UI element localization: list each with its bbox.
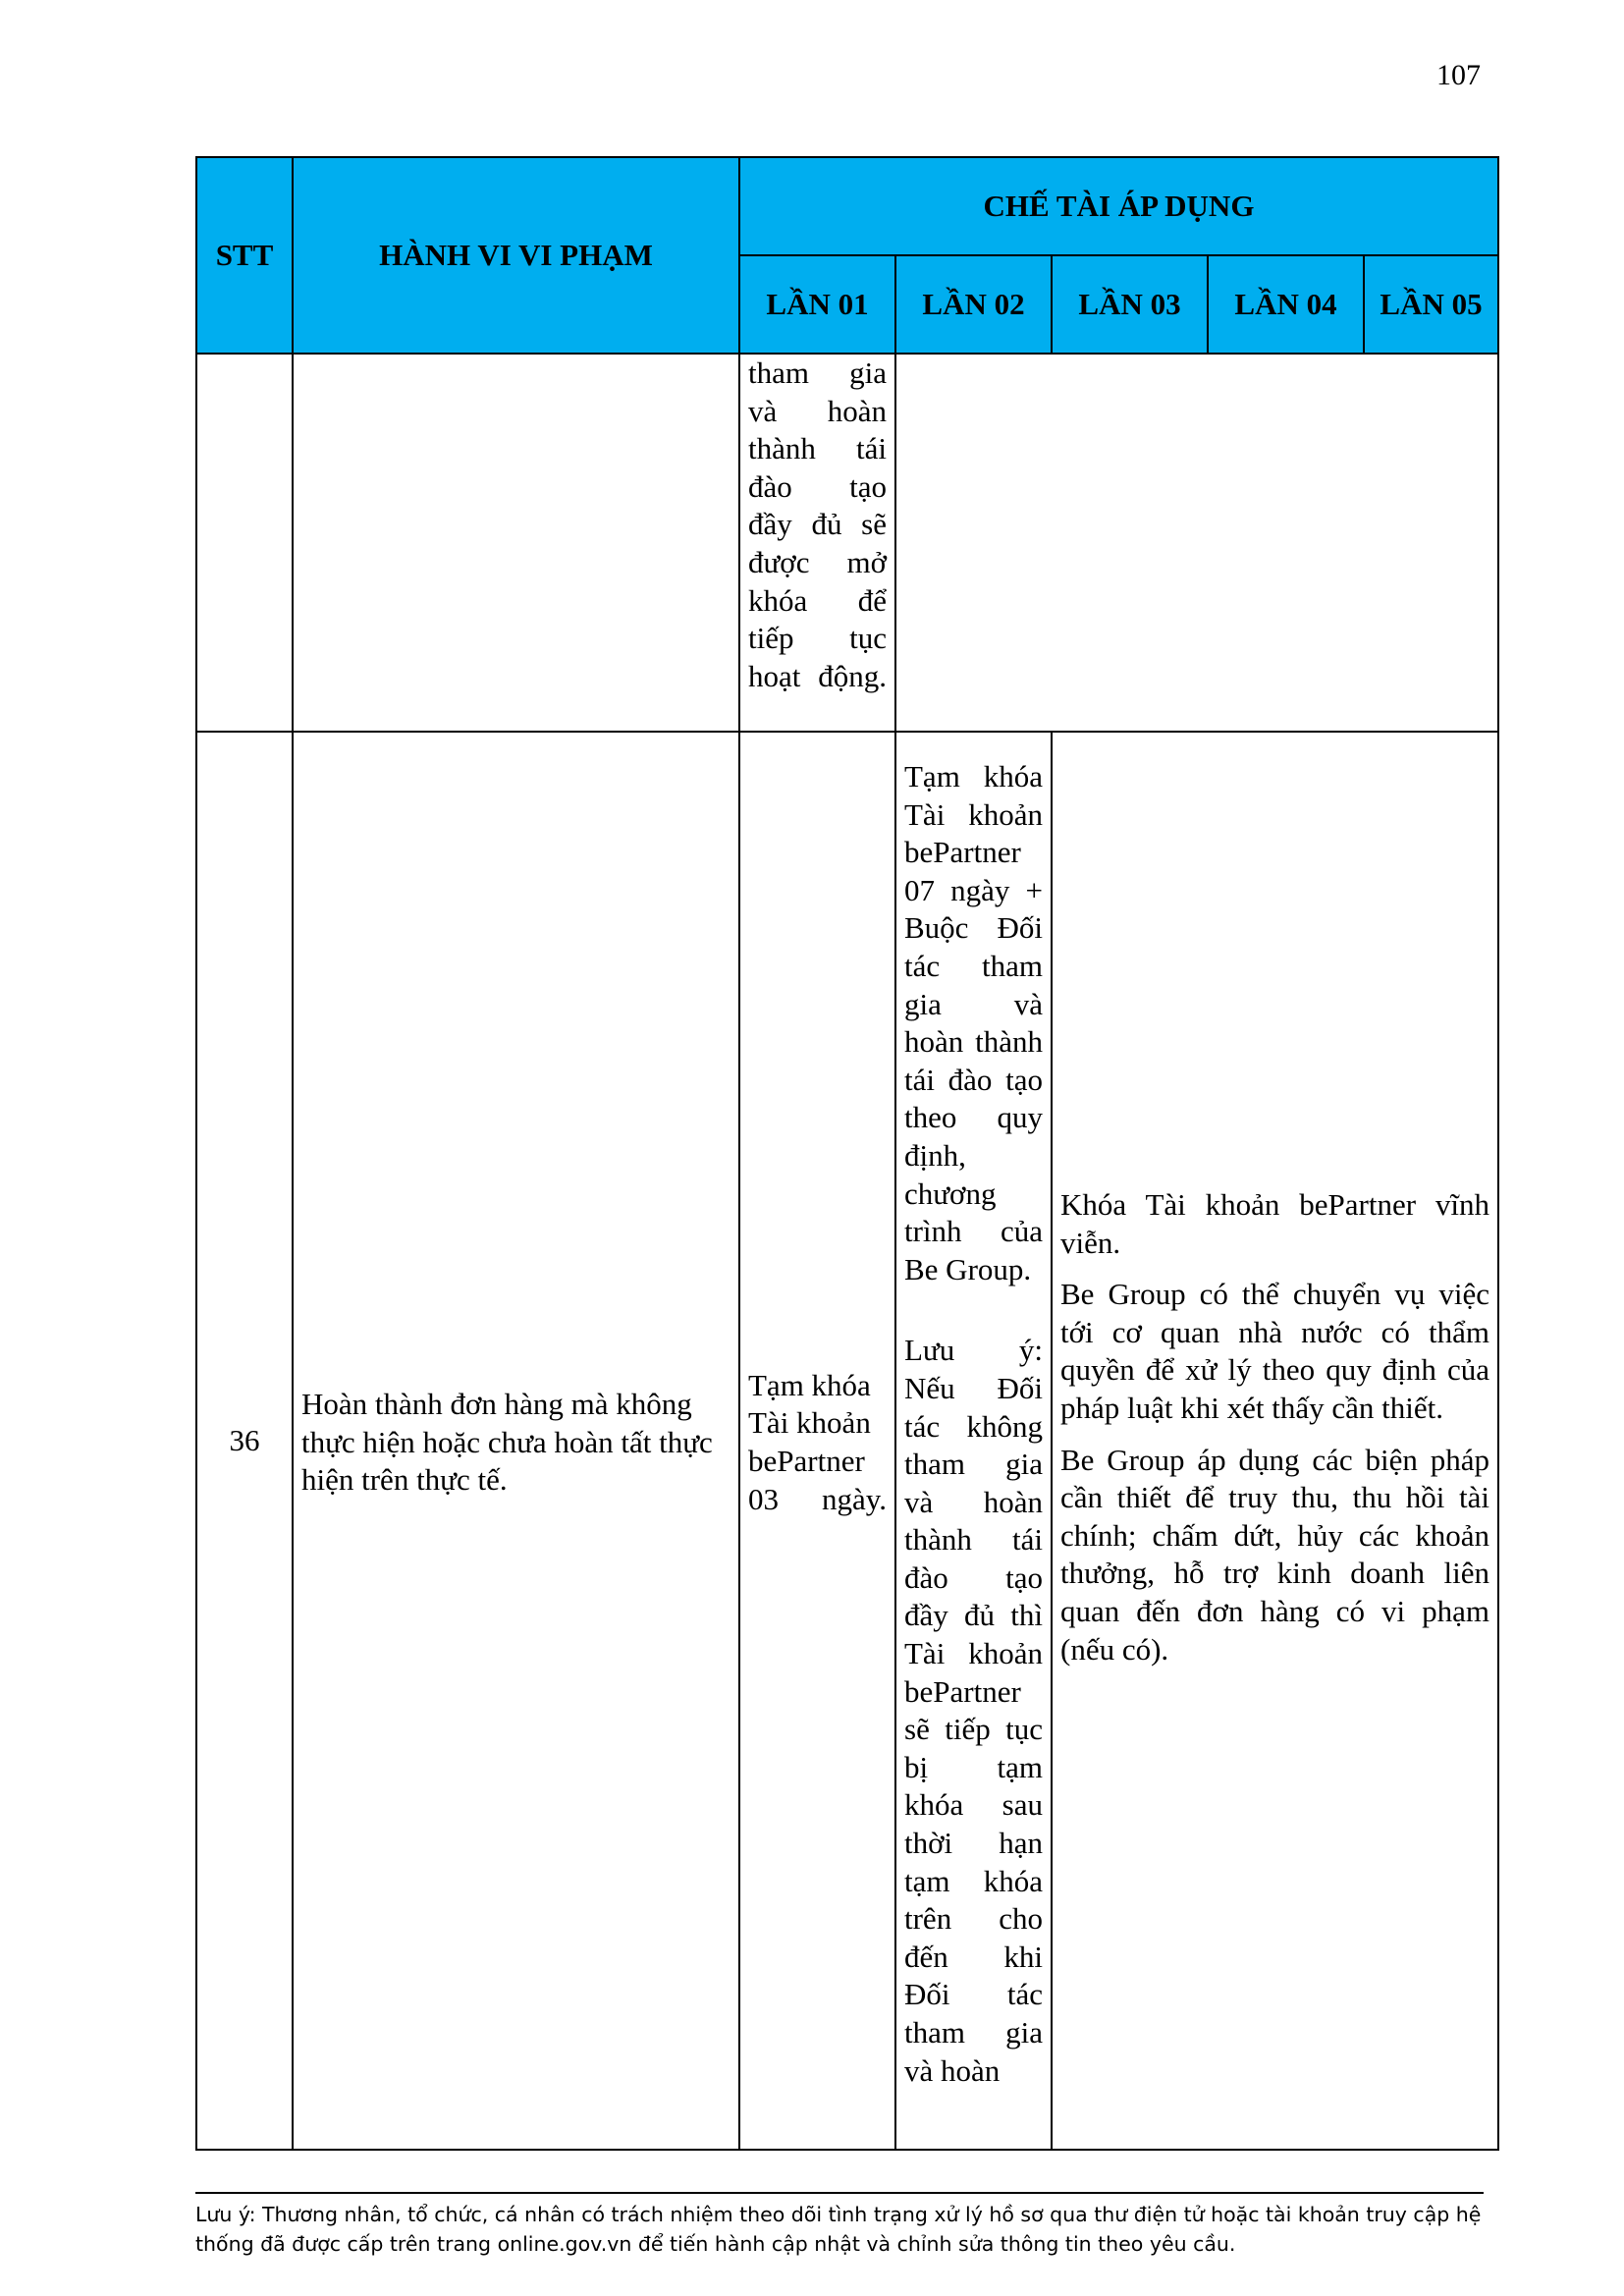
header-lan-04: LẦN 04 <box>1208 255 1364 354</box>
cont-stt-cell <box>196 354 293 732</box>
row36-lan02-penalty: Tạm khóa Tài khoản bePartner 07 ngày + Buộc Đối tác tham gia và hoàn thành tái đào tạo theo quy định, chương trình của Be Group. <box>904 759 1043 1286</box>
row36-violation-cell <box>293 732 739 2150</box>
row36-lan02-cell <box>895 732 1052 2150</box>
footer-note: Lưu ý: Thương nhân, tổ chức, cá nhân có trách nhiệm theo dõi tình trạng xử lý hồ sơ qua thư điện tử hoặc tài khoản truy cập hệ thống đã được cấp trên trang online.gov.vn để tiến hành cập nhật và chỉnh sửa thông tin theo yêu cầu. <box>195 2203 1482 2256</box>
table-row-continuation <box>196 354 1498 732</box>
header-lan-05: LẦN 05 <box>1364 255 1498 354</box>
header-stt: STT <box>196 157 293 354</box>
header-lan-02: LẦN 02 <box>895 255 1052 354</box>
row36-lan03-lock: Khóa Tài khoản bePartner vĩnh viễn. <box>1060 1187 1489 1260</box>
row36-violation: Hoàn thành đơn hàng mà không thực hiện hoặc chưa hoàn tất thực hiện trên thực tế. <box>301 1387 713 1498</box>
cont-violation-cell <box>293 354 739 732</box>
footer-divider <box>195 2192 1484 2194</box>
header-violation: HÀNH VI VI PHẠM <box>293 157 739 354</box>
row36-lan03-cell <box>1052 732 1498 2150</box>
cont-empty-cell <box>895 354 1498 732</box>
row36-stt: 36 <box>196 732 293 2150</box>
row36-lan01-cell <box>739 732 895 2150</box>
cont-lan01-cell <box>739 354 895 732</box>
row36-lan02-note: Lưu ý: Nếu Đối tác không tham gia và hoàn thành tái đào tạo đầy đủ thì Tài khoản bePartner sẽ tiếp tục bị tạm khóa sau thời hạn tạm khóa trên cho đến khi Đối tác tham gia và hoàn <box>904 1333 1043 2088</box>
row36-lan01: Tạm khóa Tài khoản bePartner 03 ngày. <box>748 1367 887 1516</box>
row36-lan03-referral: Be Group có thể chuyển vụ việc tới cơ quan nhà nước có thẩm quyền để xử lý theo quy định của pháp luật khi xét thấy cần thiết. <box>1060 1277 1489 1425</box>
row36-lan03-recovery: Be Group áp dụng các biện pháp cần thiết để truy thu, thu hồi tài chính; chấm dứt, hủy các khoản thưởng, hỗ trợ kinh doanh liên quan đến đơn hàng có vi phạm (nếu có). <box>1060 1442 1489 1667</box>
header-lan-03: LẦN 03 <box>1052 255 1208 354</box>
table-row-36 <box>196 732 1498 2150</box>
header-sanction: CHẾ TÀI ÁP DỤNG <box>739 157 1498 255</box>
header-lan-01: LẦN 01 <box>739 255 895 354</box>
cont-lan01-text: tham gia và hoàn thành tái đào tạo đầy đủ sẽ được mở khóa để tiếp tục hoạt động. <box>748 355 887 693</box>
sanction-table <box>195 156 1499 2151</box>
page-number: 107 <box>1436 59 1481 91</box>
